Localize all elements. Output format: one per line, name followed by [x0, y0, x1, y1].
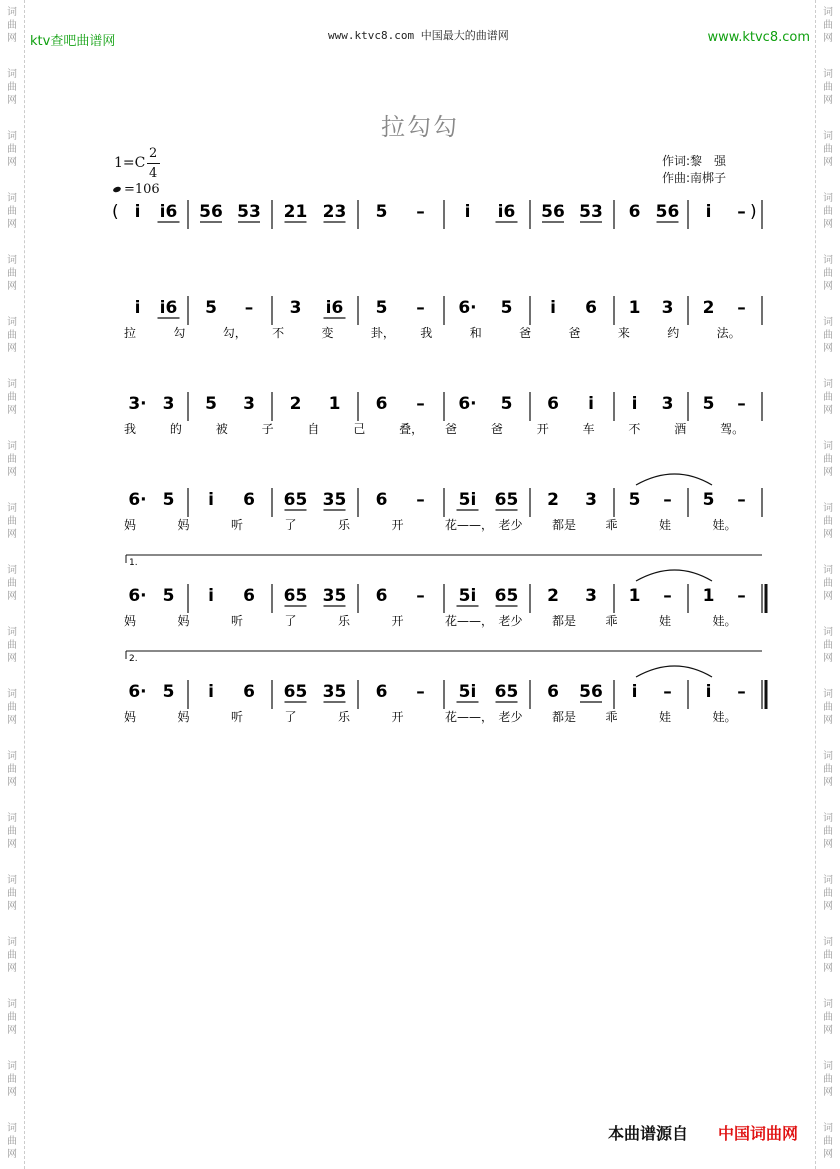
note: 5: [702, 490, 715, 510]
lyric: 开: [391, 710, 404, 724]
site-slogan: www.ktvc8.com 中国最大的曲谱网: [328, 29, 509, 42]
lyric: 来: [617, 326, 630, 340]
watermark-char: 网: [7, 529, 17, 540]
watermark-char: 曲: [823, 1012, 833, 1023]
watermark-char: 曲: [823, 268, 833, 279]
note: 5: [162, 682, 175, 702]
watermark-char: 曲: [823, 1136, 833, 1147]
watermark-char: 网: [823, 405, 833, 416]
lyric: 老少: [498, 710, 523, 724]
intro-paren-open: (: [112, 202, 119, 222]
lyric: 爸: [445, 422, 458, 436]
watermark-char: 网: [7, 33, 17, 44]
lyric: 爸: [568, 326, 581, 340]
watermark-char: 词: [7, 1061, 17, 1072]
watermark-char: 曲: [7, 578, 17, 589]
lyric: 花——，: [445, 518, 494, 532]
note: 5: [162, 586, 175, 606]
note: 56: [541, 202, 565, 222]
watermark-char: 网: [823, 839, 833, 850]
watermark-char: 曲: [7, 826, 17, 837]
watermark-char: 曲: [823, 144, 833, 155]
note: i: [208, 586, 214, 606]
volta-number: 1.: [129, 558, 138, 568]
note: i: [705, 682, 712, 702]
watermark-char: 曲: [7, 702, 17, 713]
note: 6: [243, 682, 255, 702]
watermark-char: 网: [823, 281, 833, 292]
lyric: 妈: [177, 710, 190, 724]
watermark-char: 词: [823, 441, 833, 452]
watermark-char: 曲: [7, 1136, 17, 1147]
watermark-char: 词: [7, 875, 17, 886]
note: 56: [199, 202, 223, 222]
lyric: 子: [261, 422, 274, 436]
watermark-char: 曲: [7, 1074, 17, 1085]
note: 3·: [128, 394, 147, 414]
note: 1: [702, 586, 715, 606]
note: i: [550, 298, 556, 318]
watermark-char: 词: [7, 627, 17, 638]
lyric: 我: [124, 422, 137, 436]
watermark-char: 曲: [823, 20, 833, 31]
note: 56: [579, 682, 603, 702]
note: –: [416, 586, 425, 606]
watermark-char: 网: [823, 529, 833, 540]
note: 6: [243, 490, 255, 510]
note: 65: [494, 490, 519, 510]
watermark-char: 曲: [823, 888, 833, 899]
watermark-char: 词: [823, 1123, 833, 1134]
watermark-char: 词: [823, 565, 833, 576]
watermark-char: 词: [823, 193, 833, 204]
note: 5i: [458, 682, 477, 702]
watermark-char: 网: [823, 1087, 833, 1098]
note: 6: [547, 682, 559, 702]
watermark-char: 词: [823, 627, 833, 638]
note: 5i: [458, 586, 477, 606]
lyric: 妈: [124, 710, 137, 724]
watermark-char: 词: [823, 751, 833, 762]
note: 65: [283, 682, 308, 702]
note: 65: [494, 586, 519, 606]
lyric: 勾: [173, 326, 186, 340]
note: –: [244, 298, 254, 318]
note: 6: [375, 394, 388, 414]
note: 5: [205, 394, 217, 414]
note: 5: [500, 298, 513, 318]
lyric: 听: [231, 710, 244, 724]
watermark-char: 曲: [823, 702, 833, 713]
note: 6·: [128, 586, 147, 606]
watermark-char: 网: [823, 715, 833, 726]
lyric: 拉: [124, 326, 137, 340]
note: –: [737, 586, 746, 606]
footer-source-name[interactable]: 中国词曲网: [718, 1124, 799, 1143]
lyric: 妈: [124, 518, 137, 532]
tie-slur: [636, 570, 712, 581]
watermark-char: 词: [7, 1123, 17, 1134]
lyric: 我: [420, 326, 433, 340]
note: 65: [494, 682, 519, 702]
watermark-char: 词: [823, 689, 833, 700]
note: 5: [628, 490, 641, 510]
lyric: 妈: [177, 518, 190, 532]
note: 1: [328, 394, 341, 414]
watermark-char: 网: [823, 1149, 833, 1160]
lyric: 和: [469, 326, 482, 340]
lyric: 了: [284, 614, 297, 628]
watermark-char: 曲: [7, 392, 17, 403]
watermark-char: 曲: [7, 888, 17, 899]
note: i: [208, 490, 214, 510]
note: i: [208, 682, 214, 702]
watermark-char: 词: [7, 131, 17, 142]
lyric: 老少: [498, 518, 523, 532]
volta-number: 2.: [129, 654, 138, 664]
watermark-char: 词: [823, 7, 833, 18]
note: 56: [655, 202, 680, 222]
watermark-char: 词: [823, 69, 833, 80]
lyric: 花——，: [445, 614, 494, 628]
lyric: 乖: [605, 710, 618, 724]
watermark-char: 网: [823, 219, 833, 230]
note: 5: [162, 490, 175, 510]
composer-credit: 作曲:南梆子: [662, 171, 727, 185]
lyric: 勾，: [222, 326, 247, 340]
note: 5: [205, 298, 217, 318]
note: 35: [322, 490, 347, 510]
watermark-char: 词: [823, 813, 833, 824]
note: 5: [702, 394, 715, 414]
lyric: 老少: [498, 614, 523, 628]
lyric: 乖: [605, 518, 618, 532]
lyric: 乐: [338, 518, 351, 532]
lyric: 乐: [338, 710, 351, 724]
note: 6: [375, 586, 388, 606]
watermark-char: 曲: [823, 82, 833, 93]
lyric: 自: [307, 422, 320, 436]
note: 3: [661, 298, 674, 318]
note: i: [134, 298, 141, 318]
watermark-char: 网: [823, 1025, 833, 1036]
watermark-char: 曲: [7, 950, 17, 961]
watermark-char: 曲: [823, 206, 833, 217]
note: –: [416, 298, 425, 318]
watermark-char: 曲: [823, 764, 833, 775]
note: 35: [322, 682, 347, 702]
lyric: 花——，: [445, 710, 494, 724]
watermark-char: 网: [823, 901, 833, 912]
note: 5: [375, 298, 388, 318]
watermark-char: 词: [823, 379, 833, 390]
watermark-char: 词: [7, 751, 17, 762]
note: 5: [375, 202, 388, 222]
tie-slur: [636, 666, 712, 677]
watermark-char: 网: [7, 653, 17, 664]
watermark-char: 词: [823, 255, 833, 266]
note: i: [631, 682, 638, 702]
note: i6: [159, 202, 178, 222]
note: 6: [375, 490, 388, 510]
note: 3: [585, 490, 597, 510]
watermark-char: 网: [823, 157, 833, 168]
watermark-char: 词: [823, 999, 833, 1010]
note: 6: [628, 202, 641, 222]
watermark-char: 曲: [7, 144, 17, 155]
lyric: 开: [536, 422, 549, 436]
watermark-char: 网: [7, 1087, 17, 1098]
watermark-char: 网: [7, 777, 17, 788]
watermark-char: 词: [7, 193, 17, 204]
note: 53: [237, 202, 261, 222]
watermark-char: 曲: [7, 82, 17, 93]
note: –: [737, 298, 746, 318]
watermark-char: 网: [823, 343, 833, 354]
lyric: 车: [582, 422, 595, 436]
watermark-char: 曲: [823, 578, 833, 589]
lyric: 爸: [519, 326, 532, 340]
watermark-char: 网: [7, 715, 17, 726]
note: –: [663, 682, 672, 702]
lyric: 妈: [124, 614, 137, 628]
watermark-char: 词: [7, 689, 17, 700]
watermark-char: 曲: [823, 516, 833, 527]
song-title: 拉勾勾: [381, 113, 459, 141]
tempo-value: =106: [124, 182, 160, 197]
watermark-char: 词: [823, 875, 833, 886]
watermark-char: 网: [823, 33, 833, 44]
note: 5i: [458, 490, 477, 510]
lyric: 娃。: [712, 710, 737, 724]
watermark-char: 曲: [7, 1012, 17, 1023]
time-signature-top: 2: [149, 146, 158, 161]
note: 3: [585, 586, 597, 606]
lyric: 都是: [552, 518, 577, 532]
watermark-char: 词: [7, 7, 17, 18]
watermark-char: 曲: [823, 454, 833, 465]
watermark-char: 网: [7, 839, 17, 850]
watermark-char: 网: [823, 777, 833, 788]
watermark-char: 曲: [7, 764, 17, 775]
lyric: 爸: [490, 422, 503, 436]
watermark-char: 词: [7, 503, 17, 514]
watermark-char: 网: [823, 653, 833, 664]
watermark-char: 网: [823, 95, 833, 106]
watermark-char: 词: [823, 131, 833, 142]
note: –: [416, 202, 425, 222]
note: i6: [325, 298, 344, 318]
watermark-char: 曲: [823, 826, 833, 837]
note: –: [737, 394, 746, 414]
note: 35: [322, 586, 347, 606]
watermark-char: 网: [7, 1025, 17, 1036]
lyric: 约: [667, 326, 680, 340]
lyric: 娃。: [712, 518, 737, 532]
note: 3: [243, 394, 255, 414]
lyric: 乖: [605, 614, 618, 628]
lyric: 妈: [177, 614, 190, 628]
lyric: 卦，: [370, 326, 395, 340]
watermark-char: 词: [823, 503, 833, 514]
note: –: [416, 682, 425, 702]
lyric: 的: [169, 422, 182, 436]
watermark-char: 网: [7, 95, 17, 106]
watermark-char: 网: [7, 219, 17, 230]
note: 2: [289, 394, 302, 414]
lyric: 开: [391, 518, 404, 532]
note: 3: [162, 394, 175, 414]
watermark-char: 曲: [7, 268, 17, 279]
note: 5: [500, 394, 513, 414]
note: 65: [283, 490, 308, 510]
note: 65: [283, 586, 308, 606]
watermark-char: 网: [7, 281, 17, 292]
note: 3: [661, 394, 674, 414]
lyricist-credit: 作词:黎 强: [662, 154, 727, 168]
lyric: 驾。: [720, 422, 745, 436]
lyric: 不: [272, 326, 285, 340]
lyric: 听: [231, 518, 244, 532]
watermark-char: 曲: [7, 454, 17, 465]
site-name-left[interactable]: ktv查吧曲谱网: [30, 34, 116, 49]
note: 53: [579, 202, 603, 222]
lyric: 法。: [716, 326, 741, 340]
lyric: 己: [353, 422, 366, 436]
watermark-char: 曲: [7, 516, 17, 527]
note: 6·: [458, 298, 477, 318]
tie-slur: [636, 474, 712, 485]
lyric: 叠，: [399, 422, 424, 436]
watermark-char: 词: [823, 1061, 833, 1072]
note: 6·: [458, 394, 477, 414]
watermark-char: 词: [7, 937, 17, 948]
site-url-right[interactable]: www.ktvc8.com: [707, 30, 810, 45]
note: 2: [547, 490, 559, 510]
lyric: 娃: [659, 710, 672, 724]
watermark-char: 曲: [823, 1074, 833, 1085]
note: –: [416, 394, 425, 414]
lyric: 都是: [552, 710, 577, 724]
watermark-char: 网: [7, 591, 17, 602]
note: 3: [289, 298, 302, 318]
watermark-char: 词: [7, 441, 17, 452]
intro-paren-close: ): [750, 202, 757, 222]
time-signature-bottom: 4: [149, 166, 158, 181]
watermark-char: 词: [7, 317, 17, 328]
watermark-char: 网: [7, 1149, 17, 1160]
watermark-char: 词: [7, 813, 17, 824]
note: 6: [547, 394, 559, 414]
note: –: [416, 490, 425, 510]
note: 6: [243, 586, 255, 606]
lyric: 开: [391, 614, 404, 628]
watermark-char: 词: [7, 565, 17, 576]
lyric: 了: [284, 710, 297, 724]
note: 6·: [128, 490, 147, 510]
watermark-char: 网: [7, 157, 17, 168]
note: i: [631, 394, 638, 414]
lyric: 不: [628, 422, 641, 436]
watermark-char: 曲: [7, 20, 17, 31]
watermark-char: 曲: [823, 330, 833, 341]
note: 6: [585, 298, 597, 318]
note: i: [464, 202, 471, 222]
note: –: [737, 490, 746, 510]
lyric: 娃: [659, 614, 672, 628]
watermark-char: 网: [7, 343, 17, 354]
note: 1: [628, 298, 641, 318]
watermark-char: 词: [823, 937, 833, 948]
watermark-char: 网: [7, 467, 17, 478]
watermark-char: 网: [823, 591, 833, 602]
lyric: 被: [215, 422, 228, 436]
note: –: [737, 202, 746, 222]
watermark-char: 曲: [7, 330, 17, 341]
note: 21: [283, 202, 308, 222]
lyric: 都是: [552, 614, 577, 628]
watermark-char: 词: [7, 999, 17, 1010]
lyric: 娃。: [712, 614, 737, 628]
watermark-char: 曲: [823, 950, 833, 961]
lyric: 变: [321, 326, 334, 340]
note: i6: [497, 202, 516, 222]
note: i: [134, 202, 141, 222]
watermark-char: 网: [823, 963, 833, 974]
lyric: 酒: [674, 422, 687, 436]
note: i6: [159, 298, 178, 318]
note: 1: [628, 586, 641, 606]
note: i: [705, 202, 712, 222]
lyric: 乐: [338, 614, 351, 628]
watermark-char: 词: [7, 379, 17, 390]
watermark-char: 网: [7, 963, 17, 974]
footer-source-label: 本曲谱源自: [608, 1124, 689, 1143]
key-signature: 1=C: [114, 155, 146, 171]
note: –: [663, 490, 672, 510]
lyric: 了: [284, 518, 297, 532]
watermark-char: 网: [823, 467, 833, 478]
watermark-char: 网: [7, 901, 17, 912]
watermark-char: 词: [7, 69, 17, 80]
lyric: 娃: [659, 518, 672, 532]
note: 6·: [128, 682, 147, 702]
watermark-char: 曲: [7, 640, 17, 651]
watermark-char: 曲: [823, 392, 833, 403]
watermark-char: 曲: [823, 640, 833, 651]
note: –: [737, 682, 746, 702]
watermark-char: 词: [7, 255, 17, 266]
note: 23: [322, 202, 347, 222]
note: 2: [702, 298, 715, 318]
note: 2: [547, 586, 559, 606]
note: 6: [375, 682, 388, 702]
watermark-char: 曲: [7, 206, 17, 217]
lyric: 听: [231, 614, 244, 628]
watermark-char: 词: [823, 317, 833, 328]
note: –: [663, 586, 672, 606]
note: i: [588, 394, 594, 414]
watermark-char: 网: [7, 405, 17, 416]
